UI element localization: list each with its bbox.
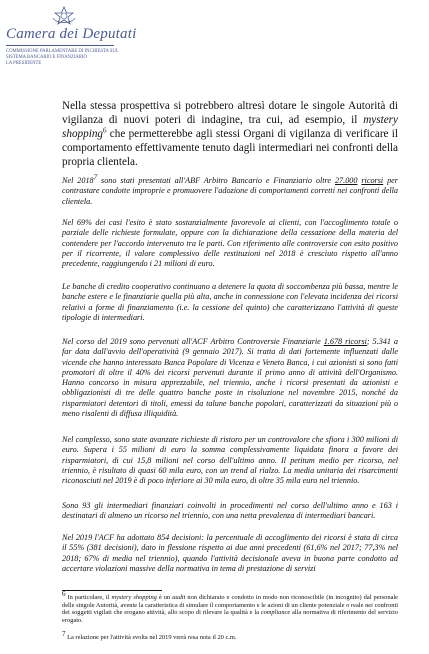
paragraph-cooperative-banks: Le banche di credito cooperativo continuano a detenere la quota di soccombenza più bassa, mentre le banche estere e le finanziarie quella più alta, anche in connessione con l'elevata incidenza dei ricorsi relativi a forme di finanziamento (i.e. la cessione del quinto) che caratterizzano l'attività di queste tipologie di intermediari. <box>62 282 398 322</box>
p1-count: 27.000 <box>334 176 358 185</box>
p4-count: 1.678 ricorsi <box>323 337 367 346</box>
paragraph-abf <box>62 173 398 207</box>
lead-text-end: che permetterebbe agli stessi Organi di vigilanza di verificare il comportamento effettivamente tenuto dagli intermediari nei confronti della propria clientela. <box>62 128 398 168</box>
fn7-text: La relazione per l'attività svolta nel 2019 verrà resa nota il 20 c.m. <box>65 634 237 642</box>
p1-text-b: sono stati presentati all'ABF Arbitro Bancario e Finanziario oltre <box>97 176 335 185</box>
p4-text-a: Nel corso del 2019 sono pervenuti all'ACF Arbitro Controversie Finanziarie <box>62 337 324 346</box>
fn6-em-2: audit <box>172 594 186 602</box>
header-divider <box>6 45 114 46</box>
republic-emblem-icon <box>51 6 77 26</box>
paragraph-intermediaries: Sono 93 gli intermediari finanziari coinvolti in procedimenti nel corso dell'ultimo anno e 163 i destinatari di almeno un ricorso nel triennio, con una netta prevalenza di intermediari bancari. <box>62 501 398 521</box>
commission-line-3: LA PRESIDENTE <box>6 61 42 66</box>
footnote-7-number: 7 <box>62 630 66 638</box>
footnote-divider <box>62 590 162 591</box>
commission-label <box>6 49 119 67</box>
fn6-text-a: In particolare, il <box>65 594 112 602</box>
footnote-7 <box>62 630 398 642</box>
paragraph-acf <box>62 337 398 419</box>
fn6-text-d: alla normativa di riferimento del servizio erogato. <box>62 609 398 624</box>
fn6-em-1: mystery shopping <box>111 594 157 602</box>
p4-text-b: ; 5.341 a far data dall'avvio dell'operatività (9 gennaio 2017). Si tratta di dati fortemente influenzati dalle vicende che hanno interessato Banca Popolare di Vicenza e Veneto Banca, i cui azionisti si sono fatti promotori di oltre il 40% dei ricorsi pervenuti durante il primo anno di attività dell'Organismo. Hanno concorso in misura apprezzabile, nel triennio, anche i ricorsi presentati da azionisti e obbligazionisti di tre delle quattro banche poste in risoluzione nel novembre 2015, nonché da risparmiatori detentori di titoli, emessi da talune banche popolari, caratterizzati da situazioni più o meno risalenti di diffusa illiquidità. <box>62 337 398 419</box>
lead-emphasis: mystery shopping <box>62 114 398 140</box>
footnote-6 <box>62 590 399 625</box>
p1-text-a: Nel 2018 <box>62 176 94 185</box>
footnote-ref-7[interactable]: 7 <box>93 173 98 182</box>
paragraph-totals: Nel complesso, sono state avanzate richieste di ristoro per un controvalore che sfiora i 300 milioni di euro. Supera i 55 milioni di euro la somma complessivamente liquidata finora a favore dei risparmiatori, di cui 15,8 milioni nel corso dell'ultimo anno. Il petitum medio per ricorso, nel triennio, è risultato di quasi 60 mila euro, con un trend al rialzo. La media unitaria dei risarcimenti riconosciuti nel 2019 è di poco inferiore ai 30 mila euro, di oltre 35 mila euro nel triennio. <box>62 435 398 486</box>
p1-text-c: per contrastare condotte improprie e promuovere l'adozione di comportamenti corretti nei confronti della clientela. <box>62 176 398 206</box>
fn6-text-c: non dichiarato e condotto in modo non riconoscibile (in incognito) dal personale delle singole Autorità, avente la caratteristica di simulare il comportamento e le azioni di un cliente potenziale o reale nei confronti dei soggetti vigilati che erogano attività, allo scopo di rilevare la qualità e la <box>62 594 399 617</box>
lead-paragraph <box>62 99 398 169</box>
institution-name: Camera dei Deputati <box>6 26 137 42</box>
fn6-text-b: è un <box>156 594 173 602</box>
paragraph-outcomes: Nel 69% dei casi l'esito è stato sostanzialmente favorevole ai clienti, con l'accoglimento totale o parziale delle richieste formulate, oppure con la dichiarazione della cessazione della materia del contendere per l'accordo intervenuto tra le parti. Con riferimento alle controversie con esito positivo per il ricorrente, il valore complessivo delle restituzioni nel 2018 è cresciuto rispetto all'anno precedente, raggiungendo i 21 milioni di euro. <box>62 218 398 269</box>
commission-line-1: COMMISSIONE PARLAMENTARE DI INCHIESTA SUL <box>6 49 119 54</box>
commission-line-2: SISTEMA BANCARIO E FINANZIARIO <box>6 55 87 60</box>
lead-text-start: Nella stessa prospettiva si potrebbero altresì dotare le singole Autorità di vigilanza di nuovi poteri di indagine, tra cui, ad esempio, il <box>62 100 398 126</box>
footnote-ref-6[interactable]: 6 <box>103 126 107 135</box>
paragraph-decisions: Nel 2019 l'ACF ha adottato 854 decisioni: la percentuale di accoglimento dei ricorsi è stata di circa il 55% (381 decisioni), dato in flessione rispetto ai due anni precedenti (61,6% nel 2017; 77,3% nel 2018; 67% di media nel triennio), quando l'attività decisionale aveva in buona parte condotto ad accertare violazioni massive della normativa in tema di prestazione di servizi <box>62 533 398 573</box>
p1-count-label: ricorsi <box>361 176 384 185</box>
fn6-em-3: compliance <box>260 609 291 617</box>
footnote-6-number: 6 <box>62 590 66 598</box>
